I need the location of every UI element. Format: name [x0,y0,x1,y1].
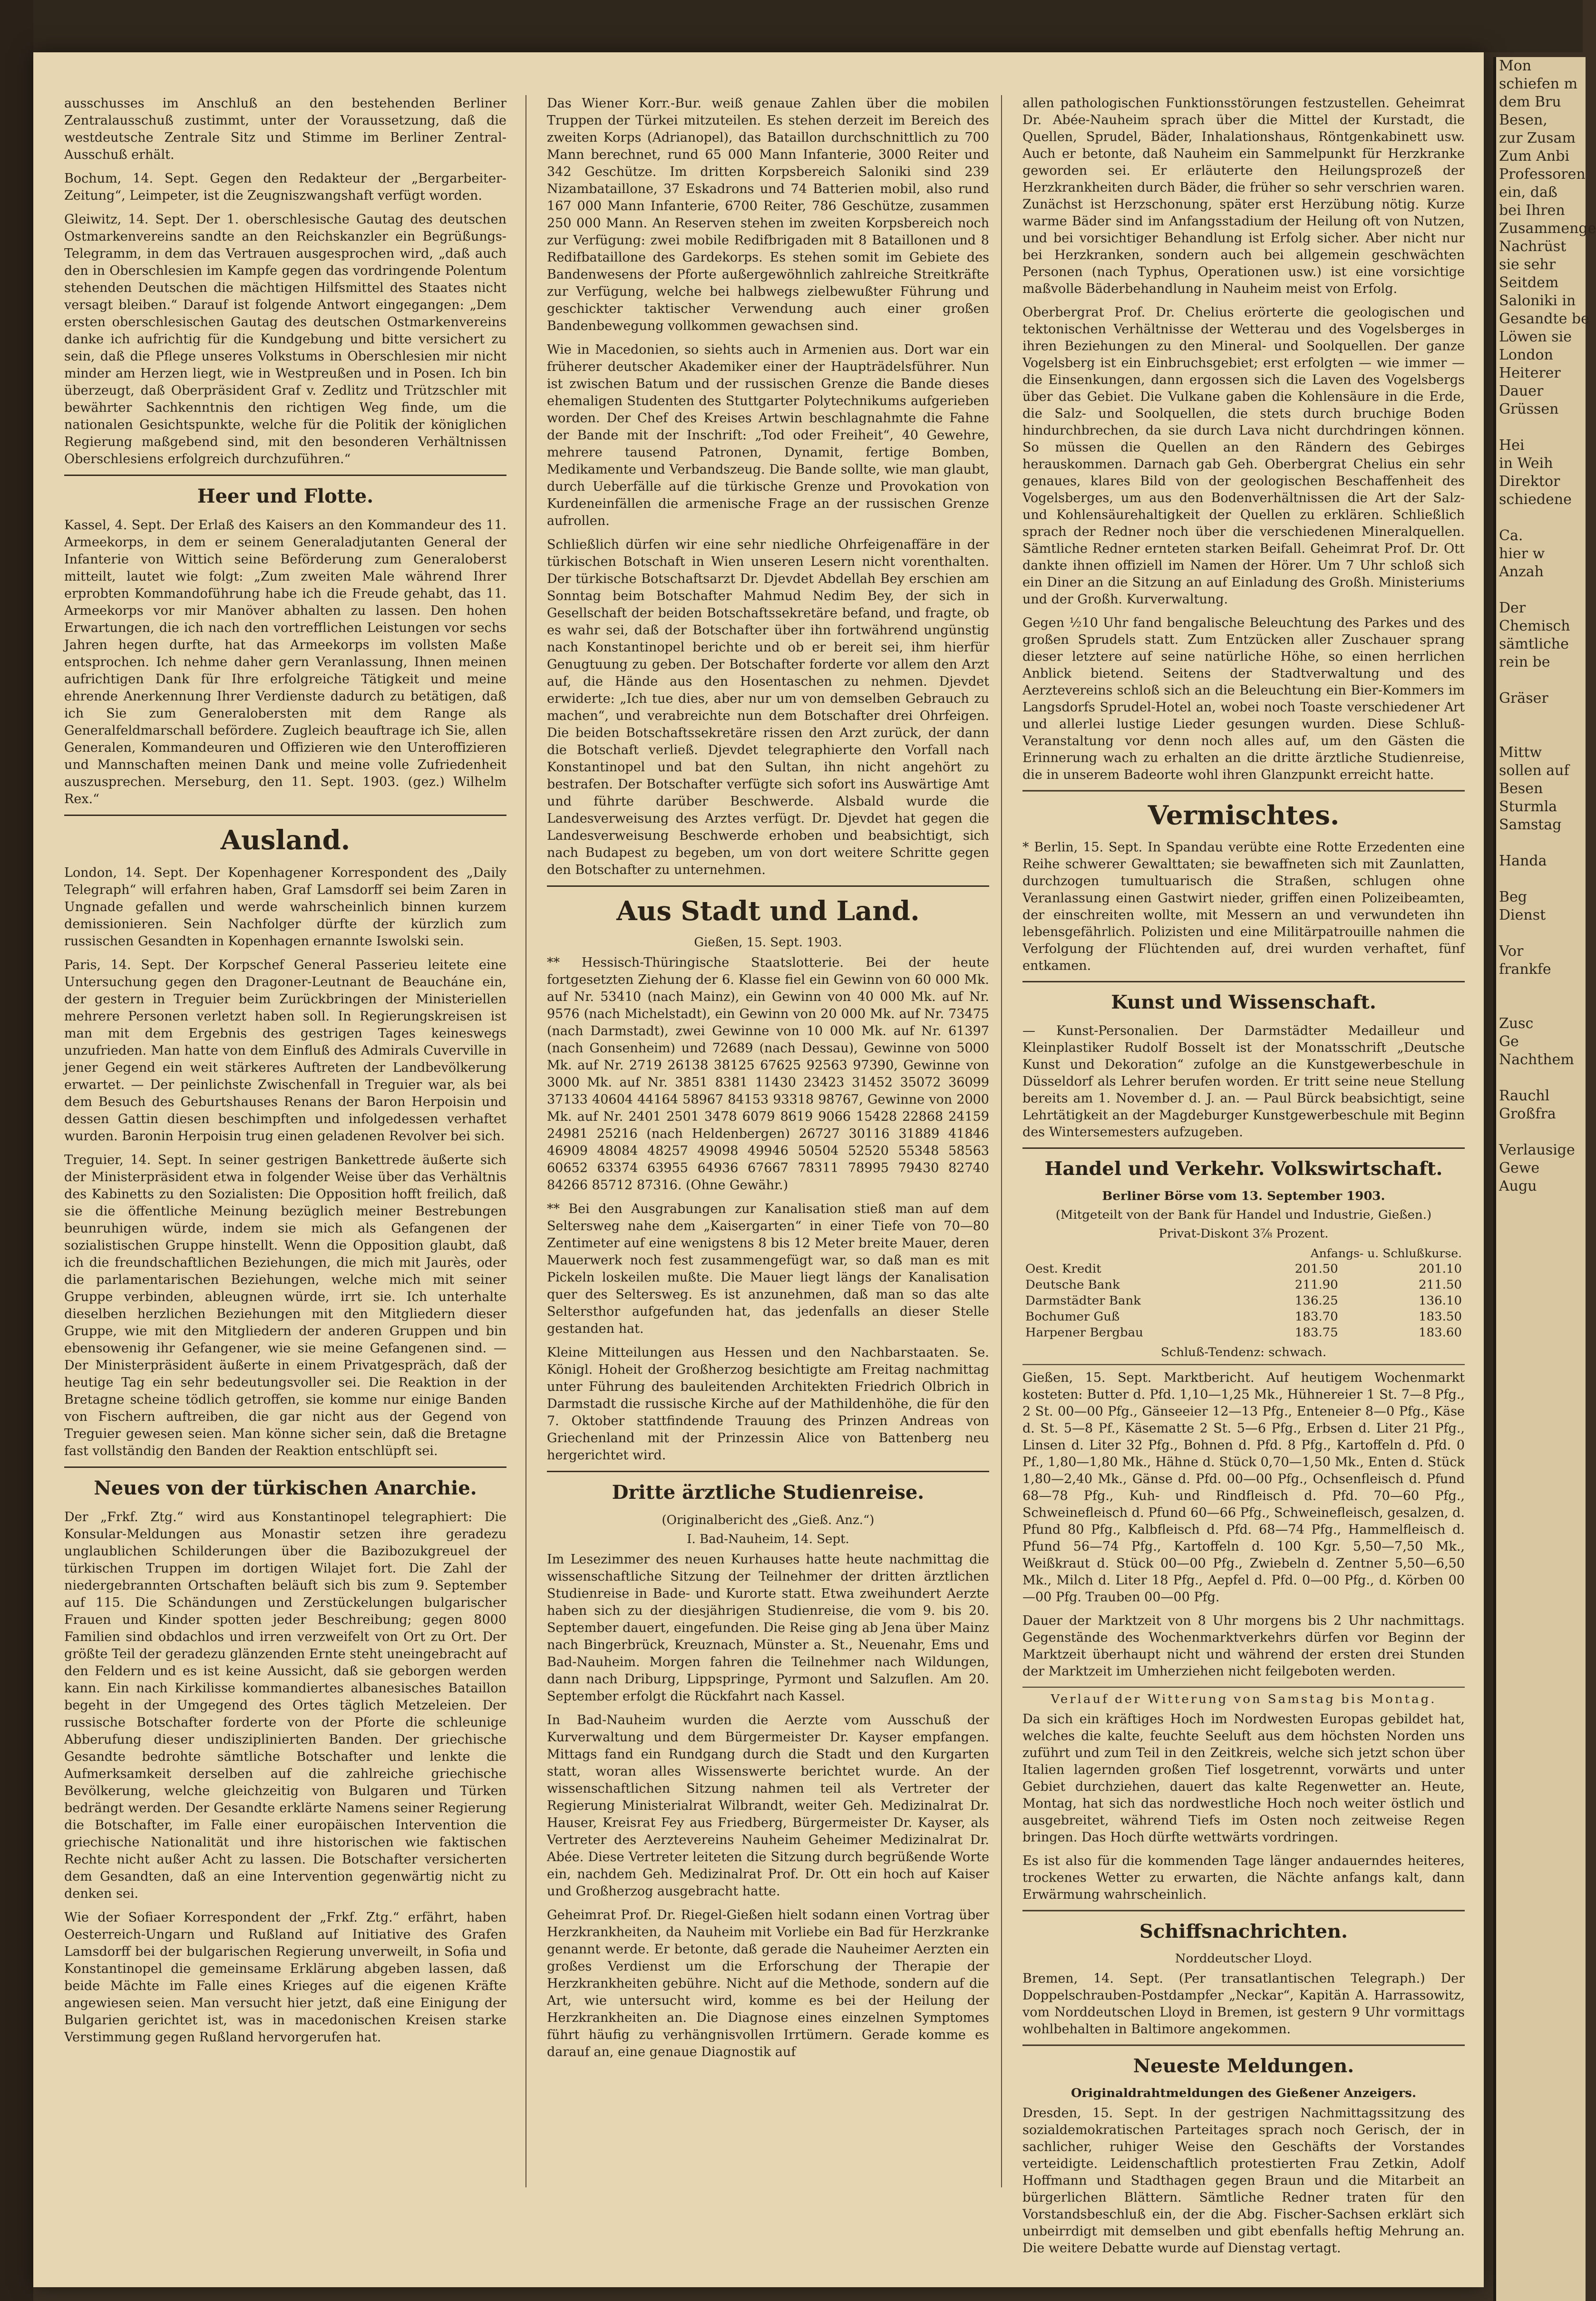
section-divider [1022,1364,1465,1365]
article-paragraph: Bochum, 14. Sept. Gegen den Redakteur der „Bergarbeiter-Zeitung“, Leimpeter, ist die Zeugniszwangshaft verfügt worden. [64,171,506,203]
table-header-row [1022,1245,1465,1261]
article-paragraph: Da sich ein kräftiges Hoch im Nordwesten Europas gebildet hat, welches die kalte, feuchte Seeluft aus dem höchsten Norden uns zuführt und zum Teil in den Zeitkreis, welche sich jetzt schon über Italien lagernden großen Tief losgetrennt, vorwärts und unter Gebiet durchziehen, dauert das kalte Regenwetter an. Heute, Montag, hat sich das nordwestliche Hoch noch weiter östlich und ausgebreitet, während Tiefs im Osten noch zeitweise Regen bringen. Das Hoch dürfte wettwärts vordringen. [1022,1712,1465,1845]
table-row [1022,1277,1465,1293]
adjacent-page-line: Seitdem [1499,274,1559,291]
adjacent-page-line: Sturmla [1499,798,1557,815]
article-paragraph: Oberbergrat Prof. Dr. Chelius erörterte die geologischen und tektonischen Verhältnisse der Wetterau und des Vogelsberges in ihren Beziehungen zu den Mineral- und Soolquellen. Der ganze Vogelsberg ist ein Einbruchsgebiet; erst erfolgten — wie immer — die Einsenkungen, dann ergossen sich die Laven des Vogelsbergs über das Gebiet. Die Vulkane gaben die Kohlensäure in die Erde, die Salz- und Soolquellen, die stets durch bruchige Boden hindurchbrechen, da sie durch Lava nicht durchdringen können. So müssen die Quellen an den Rändern des Gebirges herauskommen. Darnach gab Geh. Oberbergrat Chelius ein sehr genaues, klares Bild von der geologischen Beschaffenheit des Vogelsberges, um aus den Bodenverhältnissen die Art der Salz- und Kohlensäurehaltigkeit der Quellen zu erklären. Schließlich sprach der Redner noch über die verschiedenen Mineralquellen. Sämtliche Redner ernteten starken Beifall. Geheimrat Prof. Dr. Ott dankte ihnen offiziell im Namen der Hörer. Um 7 Uhr schloß sich ein Diner an die Sitzung an auf Einladung des Großh. Ministeriums und der Großh. Kurverwaltung. [1022,305,1465,607]
adjacent-page-line [1496,671,1586,689]
adjacent-page-line: bei Ihren [1499,202,1565,219]
adjacent-page-line: London [1499,347,1553,363]
adjacent-page-line: Gräser [1499,690,1548,707]
adjacent-page-line: zur Zusam [1499,130,1576,146]
adjacent-page-line [1496,870,1586,888]
section-subheading: (Originalbericht des „Gieß. Anz.“) [662,1513,875,1527]
article-paragraph: Gleiwitz, 14. Sept. Der 1. oberschlesische Gautag des deutschen Ostmarkenvereins sandte an den Reichskanzler ein Begrüßungs-Telegramm, in dem das Vertrauen ausgesprochen wird, „daß auch den in Oberschlesien im Kampfe gegen das vordringende Polentum stehenden Deutschen die mächtigen Hilfsmittel des Staates nicht versagt bleiben.“ Darauf ist folgende Antwort eingegangen: „Dem ersten oberschlesischen Gautag des deutschen Ostmarkenvereins danke ich aufrichtig für die Kundgebung und bitte versichert zu sein, daß die Pflege unseres Volkstums in Oberschlesien mir nicht minder am Herzen liegt, wie in Westpreußen und in Posen. Ich bin überzeugt, daß Oberpräsident Graf v. Zedlitz und Trützschler mit bewährter Sachkenntnis den richtigen Weg finde, um die nationalen Gesichtspunkte, welche für die Politik der königlichen Regierung maßgebend sind, mit den besonderen Verhältnissen Oberschlesiens erfolgreich durchzuführen.“ [64,212,506,466]
adjacent-page-line: Mon [1499,58,1532,74]
table-cell: 211.50 [1419,1278,1462,1292]
article-paragraph: Gegen ½10 Uhr fand bengalische Beleuchtung des Parkes und des großen Sprudels statt. Zum Entzücken aller Zuschauer sprang dieser letztere auf seine natürliche Höhe, so einen herrlichen Anblick bietend. Seitens der Stadtverwaltung und des Aerztevereins schloß sich an die Beleuchtung ein Bier-Kommers im Langsdorfs Sprudel-Hotel an, wobei noch Toaste verschiedener Art und allerlei lustige Lieder gesungen wurden. Diese Schluß-Veranstaltung vor denn noch alles auf, um den Gästen die Erinnerung wach zu erhalten an die dritte ärztliche Studienreise, die in unserem Badeorte wohl ihren Glanzpunkt erreicht hatte. [1022,615,1465,782]
table-row [1022,1293,1465,1309]
adjacent-page-line: Vor [1499,943,1524,960]
adjacent-page-text [1496,57,1596,1195]
adjacent-page-line: Der [1499,600,1526,616]
adjacent-page-line [1496,979,1586,997]
column-3 [1022,95,1465,2263]
adjacent-page-line: hier w [1499,545,1545,562]
adjacent-page-line: Dauer [1499,383,1544,399]
section-heading-kunst: Kunst und Wissenschaft. [1111,991,1376,1013]
adjacent-page-line: Hei [1499,437,1525,454]
article-paragraph: * Berlin, 15. Sept. In Spandau verübte eine Rotte Erzedenten eine Reihe schwerer Gewalttaten; sie bewaffneten sich mit Zaunlatten, durchzogen tumultuarisch die Straßen, schlugen ohne Veranlassung einen Gastwirt nieder, griffen einen Polizeibeamten, der einschreiten wollte, mit Messern an und verwundeten ihn lebensgefährlich. Polizisten und eine Militärpatrouille nahmen die Verfolgung der Flüchtenden auf, drei wurden verhaftet, fünf entkamen. [1022,840,1465,973]
section-divider [547,885,989,887]
column-1 [64,95,506,2053]
adjacent-page-line: Ge [1499,1033,1519,1050]
article-paragraph: ** Bei den Ausgrabungen zur Kanalisation stieß man auf dem Seltersweg nahe dem „Kaisergarten“ in einer Tiefe von 70—80 Zentimeter auf eine wenigstens 8 bis 12 Meter breite Mauer, deren Mauerwerk noch fest zusammengefügt war, so daß man es mit Pickeln loskeilen mußte. Die Mauer liegt längs der Kanalisation quer des Seltersweg. Es ist anzunehmen, daß man so das alte Seltersthor aufgefunden hat, das jedenfalls an dieser Stelle gestanden hat. [547,1202,989,1336]
table-cell: Darmstädter Bank [1025,1293,1141,1308]
adjacent-page-line: Anzah [1499,563,1544,580]
section-heading-anarchie: Neues von der türkischen Anarchie. [94,1477,477,1499]
column-2 [547,95,989,2068]
article-paragraph: Gießen, 15. Sept. Marktbericht. Auf heutigem Wochenmarkt kosteten: Butter d. Pfd. 1,10—1,25 Mk., Hühnereier 1 St. 7—8 Pfg., 2 St. 00—00 Pfg., Gänseeier 12—13 Pfg., Enteneier 8—0 Pfg., Käse d. St. 5—8 Pf., Käsematte 2 St. 5—6 Pfg., Erbsen d. Liter 21 Pfg., Linsen d. Liter 32 Pfg., Bohnen d. Pfd. 8 Pfg., Kartoffeln d. Pfd. 0 Pf., 1,80—1,80 Mk., Hähne d. Stück 0,70—1,50 Mk., Enten d. Stück 1,80—2,40 Mk., Gänse d. Pfd. 00—00 Pfg., Ochsenfleisch d. Pfund 68—78 Pfg., Kuh- und Rindfleisch d. Pfd. 70—60 Pfg., Schweinefleisch d. Pfund 60—66 Pfg., Schweinefleisch, gesalzen, d. Pfund 80 Pfg., Kalbfleisch d. Pfd. 68—74 Pfg., Hammelfleisch d. Pfund 56—74 Pfg., Kartoffeln d. 100 Kgr. 5,50—7,50 Mk., Weißkraut d. Stück 00—00 Pfg., Zwiebeln d. Zentner 5,50—6,50 Mk., Milch d. Liter 18 Pfg., Aepfel d. Pfd. 0—00 Pfg., d. Körben 00—00 Pfg. Trauben 00—00 Pfg. [1022,1370,1465,1605]
adjacent-page-line: frankfe [1499,961,1551,978]
section-divider [547,1471,989,1472]
bourse-title: Berliner Börse vom 13. September 1903. [1102,1189,1385,1204]
adjacent-page-line: Professoren [1499,166,1586,183]
adjacent-page-line: dem Bru [1499,94,1561,110]
article-paragraph: Treguier, 14. Sept. In seiner gestrigen Bankettrede äußerte sich der Ministerpräsident etwa in folgender Weise über das Verhältnis des Kabinetts zu den Sozialisten: Die Opposition hofft freilich, daß sie die öffentliche Meinung bezüglich meiner Bestrebungen beunruhigen würde, indem sie mich als Gefangenen der sozialistischen Gruppe hinstellt. Wenn die Opposition glaubt, daß ich die freundschaftlichen Beziehungen, die mich mit Jaurès, oder die parlamentarischen Beziehungen, welche mich mit seiner Gruppe verbinden, ableugnen würde, irrt sie. Ich unterhalte dieselben herzlichen Beziehungen mit den Mitgliedern dieser Gruppe, wie mit den Mitgliedern der anderen Gruppen und bin ebensowenig ihr Gefangener, wie sie meine Gefangenen sind. — Der Ministerpräsident äußerte in einem Privatgespräch, daß der heutige Tag ein sehr bedeutungsvoller sei. Die Reaktion in der Bretagne scheine tödlich getroffen, sie komme nur einige Banden von Fischern auftreiben, die gar nicht aus der Gegend von Treguier gewesen seien. Man könne sicher sein, daß die Bretagne fast vollständig den Banden der Reaktion entschlüpft sei. [64,1153,506,1458]
scan-top-edge [0,0,1583,52]
article-paragraph: Kassel, 4. Sept. Der Erlaß des Kaisers an den Kommandeur des 11. Armeekorps, in dem er seinem Generaladjutanten General der Infanterie von Wittich seine Beförderung zum Generaloberst mitteilt, lautet wie folgt: „Zum zweiten Male während Ihrer erprobten Kommandoführung habe ich die Freude gehabt, das 11. Armeekorps vor mir Manöver abhalten zu lassen. Den hohen Erwartungen, die ich nach den vortrefflichen Leistungen vor sechs Jahren hegen durfte, hat das Armeekorps im vollsten Maße entsprochen. Ich nehme daher gern Veranlassung, Ihnen meinen aufrichtigen Dank für Ihre erfolgreiche Tätigkeit und meine ehrende Anerkennung Ihrer Verdienste dadurch zu betätigen, daß ich Sie zum Generalobersten mit dem Range als Generalfeldmarschall befördere. Zugleich beauftrage ich Sie, allen Generalen, Kommandeuren und Offizieren wie den Unteroffizieren und Mannschaften meinen Dank und meine volle Zufriedenheit auszusprechen. Merseburg, den 11. Sept. 1903. (gez.) Wilhelm Rex.“ [64,518,506,806]
article-paragraph: Im Lesezimmer des neuen Kurhauses hatte heute nachmittag die wissenschaftliche Sitzung der Teilnehmer der dritten ärztlichen Studienreise in Bade- und Kurorte statt. Etwa zweihundert Aerzte haben sich zu der diesjährigen Studienreise, die vom 9. bis 20. September dauert, eingefunden. Die Reise ging ab Jena über Mainz nach Bingerbrück, Kreuznach, Münster a. St., Neuenahr, Ems und Bad-Nauheim. Morgen fahren die Teilnehmer nach Wildungen, dann nach Driburg, Lippspringe, Pyrmont und Salzuflen. Am 20. September erfolgt die Rückfahrt nach Kassel. [547,1552,989,1704]
section-heading-neueste: Neueste Meldungen. [1133,2055,1354,2077]
article-paragraph: Es ist also für die kommenden Tage länger andauerndes heiteres, trockenes Wetter zu erwarten, die Nächte anfangs kalt, dann Erwärmung wahrscheinlich. [1022,1854,1465,1902]
table-header-cell [1022,1245,1217,1261]
section-divider [1022,2045,1465,2046]
section-heading-studienreise: Dritte ärztliche Studienreise. [612,1481,925,1504]
table-cell: 136.25 [1294,1293,1338,1308]
adjacent-page-line: Augu [1499,1178,1537,1194]
table-cell: Bochumer Guß [1025,1310,1120,1324]
table-row [1022,1261,1465,1277]
article-paragraph: Wie der Sofiaer Korrespondent der „Frkf. Ztg.“ erfährt, haben Oesterreich-Ungarn und Rußland auf Initiative des Grafen Lamsdorff bei der bulgarischen Regierung unverweilt, in Sofia und Konstantinopel die gemeinsame Erklärung abgeben lassen, daß beide Mächte im Falle eines Krieges auf die eigenen Kräfte angewiesen seien. Man versucht hier jetzt, daß eine Einigung der Bulgarien gerichtet ist, was in macedonischen Kreisen starke Verstimmung gegen Rußland hervorgerufen hat. [64,1910,506,2045]
article-paragraph: — Kunst-Personalien. Der Darmstädter Medailleur und Kleinplastiker Rudolf Bosselt ist der Monatsschrift „Deutsche Kunst und Dekoration“ zufolge an die Kunstgewerbeschule in Düsseldorf als Lehrer berufen worden. Er tritt seine neue Stellung bereits am 1. November d. J. an. — Paul Bürck beabsichtigt, seine Lehrtätigkeit an der Magdeburger Kunstgewerbeschule mit Beginn des Wintersemesters aufzugeben. [1022,1023,1465,1140]
column-rule-2 [1001,95,1002,2187]
adjacent-page-line: Grüssen [1499,401,1559,417]
adjacent-page-line: Ca. [1499,527,1523,544]
table-header-cell: Anfangs- u. Schlußkurse. [1310,1246,1462,1260]
article-paragraph: Der „Frkf. Ztg.“ wird aus Konstantinopel telegraphiert: Die Konsular-Meldungen aus Monastir setzen ihre geradezu unglaublichen Schilderungen über die Bazibozukgreuel der türkischen Truppen im dortigen Wilajet fort. Die Zahl der niedergebrannten Ortschaften beläuft sich bis zum 9. September auf 115. Die Schändungen und Zerstückelungen bulgarischer Frauen und Kinder spotten jeder Beschreibung; gegen 8000 Familien sind obdachlos und irren verzweifelt von Ort zu Ort. Der größte Teil der geradezu glänzenden Ernte steht uneingebracht auf den Feldern und es ist keine Aussicht, daß sie geborgen werden kann. Ein nach Kirkilisse kommandiertes albanesisches Bataillon begeht in der Umgegend des Ortes täglich Metzeleien. Der russische Botschafter forderte von der Pforte die schleunige Abberufung dieser undisziplinierten Banden. Der griechische Gesandte bedrohte sämtliche Botschafter und lenkte die Aufmerksamkeit derselben auf die zahlreiche griechische Bevölkerung, welche gleichzeitig von Bulgaren und Türken bedrängt werden. Der Gesandte erklärte Namens seiner Regierung die Botschafter, im Falle einer europäischen Intervention die griechische Nationalität und ihre historischen wie faktischen Rechte nicht außer Acht zu lassen. Die Botschafter versicherten dem Gesandten, daß an eine Intervention gegenwärtig nicht zu denken sei. [64,1510,506,1901]
adjacent-page-line: sie sehr [1499,256,1556,273]
adjacent-page-line [1496,708,1586,726]
adjacent-page-line: Mittw [1499,744,1542,761]
adjacent-page-line: Zusc [1499,1015,1534,1032]
adjacent-page-line [1496,581,1586,599]
adjacent-page-line [1496,726,1586,744]
table-row [1022,1309,1465,1325]
adjacent-page-line: Chemisch [1499,618,1570,634]
adjacent-page-line: sämtliche [1499,636,1569,652]
article-paragraph: ** Hessisch-Thüringische Staatslotterie. Bei der heute fortgesetzten Ziehung der 6. Klasse fiel ein Gewinn von 60 000 Mk. auf Nr. 53410 (nach Mainz), ein Gewinn von 40 000 Mk. auf Nr. 9576 (nach Michelstadt), ein Gewinn von 20 000 Mk. auf Nr. 73475 (nach Darmstadt), zwei Gewinne von 10 000 Mk. auf Nr. 61397 (nach Gonsenheim) und 72689 (nach Dessau), Gewinne von 5000 Mk. auf Nr. 2719 26138 38125 67625 92563 97390, Gewinne von 3000 Mk. auf Nr. 3851 8381 11430 23423 31452 35072 36099 37133 40604 44164 58967 84153 93318 98767, Gewinne von 2000 Mk. auf Nr. 2401 2501 3478 6079 8619 9066 15428 22868 24159 24981 25216 (nach Heldenbergen) 26727 30116 31889 41846 46909 48084 48257 49098 49946 50504 52520 55348 58563 60652 63374 63955 64936 67667 78311 78995 79430 82740 84266 85712 87316. (Ohne Gewähr.) [547,955,989,1193]
section-divider [1022,790,1465,792]
article-paragraph: Wie in Macedonien, so siehts auch in Armenien aus. Dort war ein früherer deutscher Akademiker einer der Haupträdelsführer. Nun ist zwischen Batum und der russischen Grenze die Bande dieses ehemaligen Studenten des Stuttgarter Polytechnikums aufgerieben worden. Der Chef des Kreises Artwin beschlagnahmte die Fahne der Bande mit der Inschrift: „Tod oder Freiheit“, 40 Gewehre, mehrere tausend Patronen, Dynamit, fertige Bomben, Medikamente und Verbandszeug. Die Bande sollte, wie man glaubt, durch Ueberfälle auf die türkische Grenze und Provokation von Kurdeneinfällen die armenische Frage an der russischen Grenze aufrollen. [547,342,989,528]
adjacent-page-line: Nachrüst [1499,238,1567,255]
weather-heading: Verlauf der Witterung von Samstag bis Montag. [1051,1692,1437,1707]
table-cell: 201.10 [1419,1262,1462,1276]
adjacent-page-line: Gewe [1499,1160,1540,1176]
adjacent-page-line: Großfra [1499,1106,1556,1122]
article-paragraph: Bremen, 14. Sept. (Per transatlantischen Telegraph.) Der Doppelschrauben-Postdampfer „Neckar“, Kapitän A. Harrassowitz, vom Norddeutschen Lloyd in Bremen, ist gestern 9 Uhr vormittags wohlbehalten in Baltimore angekommen. [1022,1971,1465,2037]
scan-left-edge [0,0,33,2301]
table-cell: 136.10 [1419,1293,1462,1308]
article-paragraph: Paris, 14. Sept. Der Korpschef General Passerieu leitete eine Untersuchung gegen den Dragoner-Leutnant de Beaucháne ein, der gestern in Treguier beim Zurückbringen der Ministeriellen mehrere Personen verletzt haben soll. In Regierungskreisen ist man mit dem Ergebnis des gestrigen Tages keineswegs unzufrieden. Man hatte von dem Einfluß des Admirals Cuverville in jener Gegend ein weit stärkeres Auftreten der Landbevölkerung erwartet. — Der peinlichste Zwischenfall in Treguier war, als bei dem Besuch des Geburtshauses Renans der Baron Herpoisin und dessen Gattin diesen beschimpften und infolgedessen verhaftet wurden. Baronin Herpoisin trug einen geladenen Revolver bei sich. [64,958,506,1144]
section-divider [64,475,506,476]
adjacent-page-line: Löwen sie [1499,329,1572,345]
adjacent-page-line: Dienst [1499,907,1546,923]
article-paragraph: Dauer der Marktzeit von 8 Uhr morgens bis 2 Uhr nachmittags. Gegenstände des Wochenmarktverkehrs dürfen vor Beginn der Marktzeit überhaupt nicht und während der ersten drei Stunden der Marktzeit im Umherziehen nicht feilgeboten werden. [1022,1613,1465,1679]
adjacent-page-line [1496,997,1586,1015]
section-subheading: Norddeutscher Lloyd. [1175,1951,1313,1966]
article-paragraph: ausschusses im Anschluß an den bestehenden Berliner Zentralausschuß zustimmt, unter der Voraussetzung, daß die westdeutsche Zentrale Sitz und Stimme im Berliner Zentral-Ausschuß erhält. [64,96,506,162]
bourse-tendency: Schluß-Tendenz: schwach. [1160,1345,1327,1359]
adjacent-page-line [1496,1123,1586,1141]
adjacent-page-line: Saloniki in [1499,292,1576,309]
table-cell: 183.75 [1294,1325,1338,1340]
adjacent-page-line: Rauchl [1499,1087,1550,1104]
adjacent-page-line [1496,509,1586,527]
table-cell: 183.70 [1294,1310,1338,1324]
adjacent-page-line: sollen auf [1499,762,1569,779]
adjacent-page-line: Direktor [1499,473,1560,490]
adjacent-page-line: Besen [1499,780,1543,797]
section-heading-stadt-land: Aus Stadt und Land. [616,895,920,927]
adjacent-page-line: schiedene [1499,491,1572,508]
section-divider [1022,981,1465,982]
article-paragraph: Kleine Mitteilungen aus Hessen und den Nachbarstaaten. Se. Königl. Hoheit der Großherzog besichtigte am Freitag nachmittag unter Führung des bauleitenden Architekten Friedrich Olbrich in Darmstadt die russische Kirche auf der Mathildenhöhe, die für den 7. Oktober stattfindende Trauung des Prinzen Andreas von Griechenland mit der Prinzessin Alice von Battenberg neu hergerichtet wird. [547,1345,989,1463]
article-paragraph: Geheimrat Prof. Dr. Riegel-Gießen hielt sodann einen Vortrag über Herzkrankheiten, da Nauheim mit Vorliebe ein Bad für Herzkranke genannt werde. Er betonte, daß gerade die Nauheimer Aerzten ein großes Verdienst um die Erforschung der Therapie der Herzkrankheiten gebühre. Nicht auf die Methode, sondern auf die Art, wie untersucht wird, komme es bei der Heilung der Herzkrankheiten an. Die Diagnose eines einzelnen Symptomes führt häufig zu verhängnisvollen Irrtümern. Gerade komme es darauf an, eine genaue Diagnostik auf [547,1908,989,2059]
section-divider [64,1466,506,1468]
adjacent-page-line: ein, daß [1499,184,1557,201]
table-row [1022,1325,1465,1341]
article-paragraph: allen pathologischen Funktionsstörungen festzustellen. Geheimrat Dr. Abée-Nauheim sprach über die Mittel der Kurstadt, die Quellen, Sprudel, Bäder, Inhalationshaus, Röntgenkabinett usw. Auch er betonte, daß Nauheim ein Sammelpunkt für Herzkranke geworden sei. Er erläuterte den Heilungsprozeß der Herzkrankheiten durch Bäder, die früher so sehr verschrien waren. Zunächst ist Herzschonung, später erst Herzübung nötig. Kurze warme Bäder sind im Anfangsstadium der Heilung oft von Nutzen, und bei vorsichtiger Behandlung ist Erfolg sicher. Aber nicht nur bei Herzkranken, sondern auch bei allgemein geschwächten Personen (nach Typhus, Operationen usw.) ist eine vorsichtige maßvolle Bäderbehandlung in Nauheim meist von Erfolg. [1022,96,1465,297]
adjacent-page-line: in Weih [1499,455,1553,472]
adjacent-page-line: Handa [1499,853,1547,869]
section-divider [64,815,506,816]
adjacent-page-line: rein be [1499,654,1550,670]
section-heading-heer: Heer und Flotte. [197,485,374,507]
adjacent-page-line: Besen, [1499,112,1547,128]
section-heading-schiff: Schiffsnachrichten. [1139,1920,1348,1942]
article-paragraph: London, 14. Sept. Der Kopenhagener Korrespondent des „Daily Telegraph“ will erfahren haben, Graf Lamsdorff sei beim Zaren in Ungnade gefallen und werde wahrscheinlich binnen kurzem demissionieren. Sein Nachfolger dürfte der kürzlich zum russischen Gesandten in Kopenhagen ernannte Iswolski sein. [64,865,506,949]
table-cell: Deutsche Bank [1025,1278,1120,1292]
adjacent-page-line: Nachthem [1499,1051,1574,1068]
adjacent-page-line: schiefen m [1499,76,1578,92]
table-cell: Harpener Bergbau [1025,1325,1143,1340]
bourse-subtitle: (Mitgeteilt von der Bank für Handel und Industrie, Gießen.) [1055,1208,1432,1222]
dateline: Gießen, 15. Sept. 1903. [694,935,842,950]
adjacent-page-line [1496,1069,1586,1087]
article-paragraph: Schließlich dürfen wir eine sehr niedliche Ohrfeigenaffäre in der türkischen Botschaft in Wien unseren Lesern nicht vorenthalten. Der türkische Botschaftsarzt Dr. Djevdet Abdellah Bey erschien am Sonntag beim Botschafter Mahmud Nedim Bey, der sich in Gesellschaft der beiden Botschaftssekretäre befand, und fragte, ob es wahr sei, daß der Botschafter über ihn fortwährend ungünstig nach Konstantinopel berichte und ob er bereit sei, ihm hierfür Genugtuung zu geben. Der Botschafter forderte vor allem den Arzt auf, die Hände aus den Hosentaschen zu nehmen. Djevdet erwiderte: „Ich tue dies, aber nur um von demselben Gebrauch zu machen“, und verabreichte nun dem Botschafter drei Ohrfeigen. Die beiden Botschaftssekretäre rissen den Arzt zurück, der dann die Botschaft verließ. Djevdet telegraphierte den Vorfall nach Konstantinopel und bat den Sultan, ihn nicht angehört zu bestrafen. Der Botschafter verfügte sich sofort ins Auswärtige Amt und führte darüber Beschwerde. Alsbald wurde die Landesverweisung des Arztes verfügt. Dr. Djevdet hat gegen die Landesverweisung Beschwerde erhoben und beabsichtigt, sich nach Budapest zu begeben, um von dort weitere Schritte gegen den Botschafter zu unternehmen. [547,537,989,877]
adjacent-page-line: Beg [1499,889,1528,905]
adjacent-page-line [1496,924,1586,942]
table-cell: Oest. Kredit [1025,1262,1101,1276]
adjacent-page-line: Heiterer [1499,365,1561,381]
section-heading-ausland: Ausland. [220,825,350,856]
section-heading-handel: Handel und Verkehr. Volkswirtschaft. [1044,1157,1443,1180]
section-heading-vermischtes: Vermischtes. [1148,800,1340,831]
table-cell: 201.50 [1294,1262,1338,1276]
adjacent-page-line: Gesandte be [1499,311,1589,327]
article-paragraph: Dresden, 15. Sept. In der gestrigen Nachmittagssitzung des sozialdemokratischen Parteitages sprach noch Gerisch, der in sachlicher, ruhiger Weise den Geschäfts der Vorstandes verteidigte. Leidenschaftlich protestierten Frau Zetkin, Adolf Hoffmann und Stadthagen gegen Braun und die Mitarbeit an bürgerlichen Blättern. Sämtliche Redner traten für den Vorstandsbeschluß ein, der die Abg. Fischer-Sachsen erklärt sich unbeirrdigt mit demselben und gibt ebenfalls heftig Mehrung an. Die weitere Debatte wurde auf Dienstag vertagt. [1022,2106,1465,2256]
adjacent-page-line: Zum Anbi [1499,148,1569,165]
adjacent-page-fragment [1493,57,1596,2301]
adjacent-page-line [1496,834,1586,852]
dateline: I. Bad-Nauheim, 14. Sept. [687,1532,849,1546]
table-cell: 211.90 [1294,1278,1338,1292]
bourse-discount: Privat-Diskont 3⅞ Prozent. [1158,1226,1329,1241]
article-paragraph: Das Wiener Korr.-Bur. weiß genaue Zahlen über die mobilen Truppen der Türkei mitzuteilen. Es stehen derzeit im Bereich des zweiten Korps (Adrianopel), das Bataillon durchschnittlich zu 700 Mann berechnet, rund 65 000 Mann Infanterie, 3000 Reiter und 342 Geschütze. Im dritten Korpsbereich Saloniki sind 239 Nizambataillone, 37 Eskadrons und 74 Batterien mobil, also rund 167 000 Mann Infanterie, 6700 Reiter, 786 Geschütze, zusammen 250 000 Mann. An Reserven stehen im zweiten Korpsbereich noch zur Verfügung: zwei mobile Redifbrigaden mit 8 Bataillonen und 8 Redifbataillone des Gardekorps. Es stehen somit im Gebiete des Bandenwesens der Pforte außergewöhnlich zahlreiche Streitkräfte zur Verfügung, welche bei halbwegs zielbewußter Führung und geschickter taktischer Verwendung auch einer großen Bandenbewegung vollkommen gewachsen sind. [547,96,989,333]
section-divider [1022,1147,1465,1149]
section-divider [1022,1687,1465,1688]
adjacent-page-line: Verlausige [1499,1142,1575,1158]
table-cell: 183.60 [1419,1325,1462,1340]
article-paragraph: In Bad-Nauheim wurden die Aerzte vom Ausschuß der Kurverwaltung und dem Bürgermeister Dr. Kayser empfangen. Mittags fand ein Rundgang durch die Stadt und den Kurgarten statt, woran alles Wissenswerte berichtet wurde. An der wissenschaftlichen Sitzung nahmen teil als Vertreter der Regierung Ministerialrat Wilbrandt, weiter Geh. Medizinalrat Dr. Hauser, Kreisrat Fey aus Friedberg, Bürgermeister Dr. Kayser, als Vertreter des Aerztevereins Nauheim Geheimer Medizinalrat Dr. Abée. Diese Vertreter leiteten die Sitzung durch begrüßende Worte ein, nachdem Geh. Medizinalrat Prof. Dr. Ott ein hoch auf Kaiser und Großherzog ausgebracht hatte. [547,1713,989,1899]
section-divider [1022,1910,1465,1912]
section-subheading: Originaldrahtmeldungen des Gießener Anzeigers. [1070,2086,1417,2100]
adjacent-page-line: Samstag [1499,816,1562,833]
adjacent-page-line: Zusammenge [1499,220,1596,237]
table-cell: 183.50 [1419,1310,1462,1324]
bourse-table [1022,1245,1465,1340]
adjacent-page-line [1496,418,1586,437]
